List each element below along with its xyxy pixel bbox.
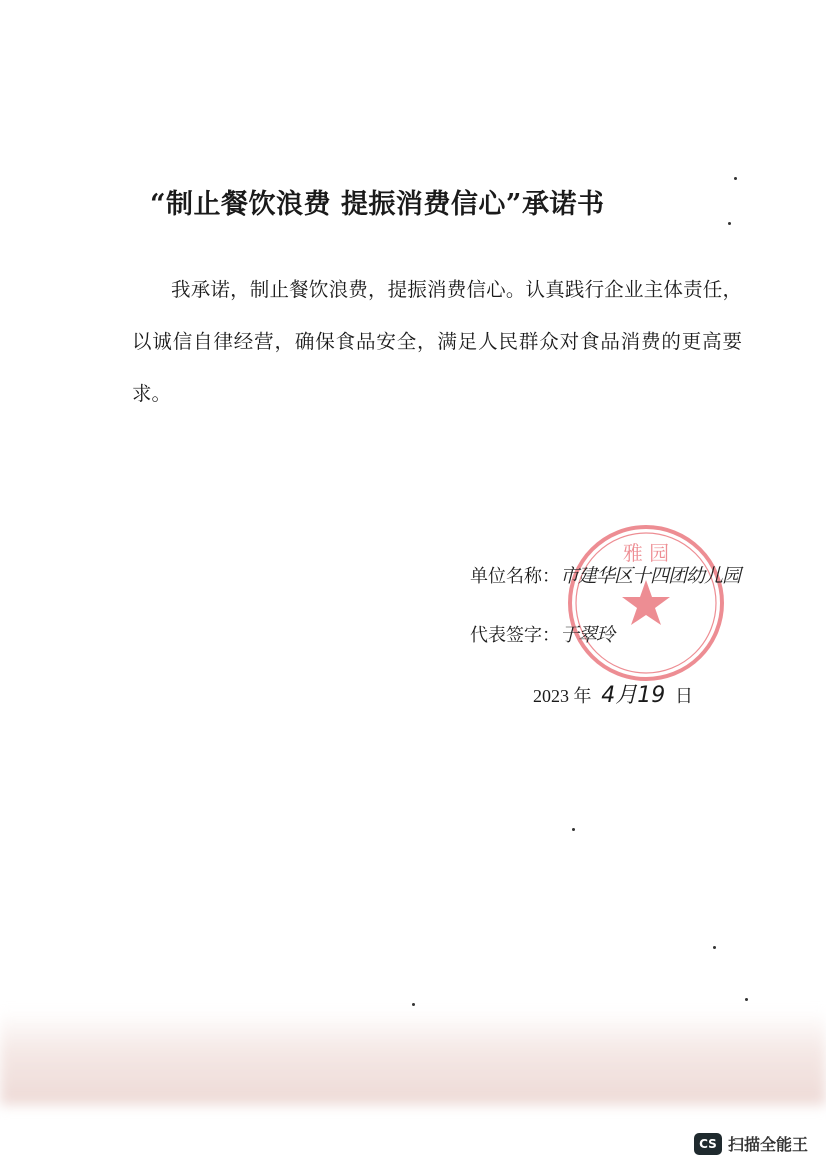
- org-name-handwritten: 市建华区十四团幼儿园: [560, 565, 741, 587]
- scan-discoloration: [0, 1010, 826, 1105]
- date-month-day-handwritten: 4月19: [601, 683, 666, 708]
- signature-label: 代表签字：: [470, 625, 560, 646]
- org-name-label: 单位名称：: [470, 566, 560, 587]
- date-year: 2023 年: [533, 686, 592, 706]
- scan-speck: [734, 177, 737, 180]
- date-day-suffix: 日: [674, 686, 693, 707]
- org-name-field: [470, 561, 740, 588]
- document-title: “制止餐饮浪费 提振消费信心”承诺书: [150, 189, 605, 220]
- date-line: [533, 678, 693, 709]
- scan-speck: [728, 222, 731, 225]
- seal-text: 雅 园: [622, 541, 670, 565]
- camscanner-logo-icon: CS: [694, 1133, 722, 1155]
- scan-speck: [745, 998, 748, 1001]
- scan-speck: [713, 946, 716, 949]
- scan-speck: [412, 1003, 415, 1006]
- signature-field: [470, 620, 614, 647]
- scanner-watermark: [694, 1132, 808, 1155]
- representative-signature: 于翠玲: [560, 624, 615, 646]
- scan-speck: [572, 828, 575, 831]
- pledge-body-text: 我承诺，制止餐饮浪费，提振消费信心。认真践行企业主体责任，以诚信自律经营，确保食品安全，满足人民群众对食品消费的更高要求。: [132, 278, 742, 405]
- official-seal-stamp: [565, 522, 727, 684]
- watermark-text: 扫描全能王: [727, 1135, 808, 1154]
